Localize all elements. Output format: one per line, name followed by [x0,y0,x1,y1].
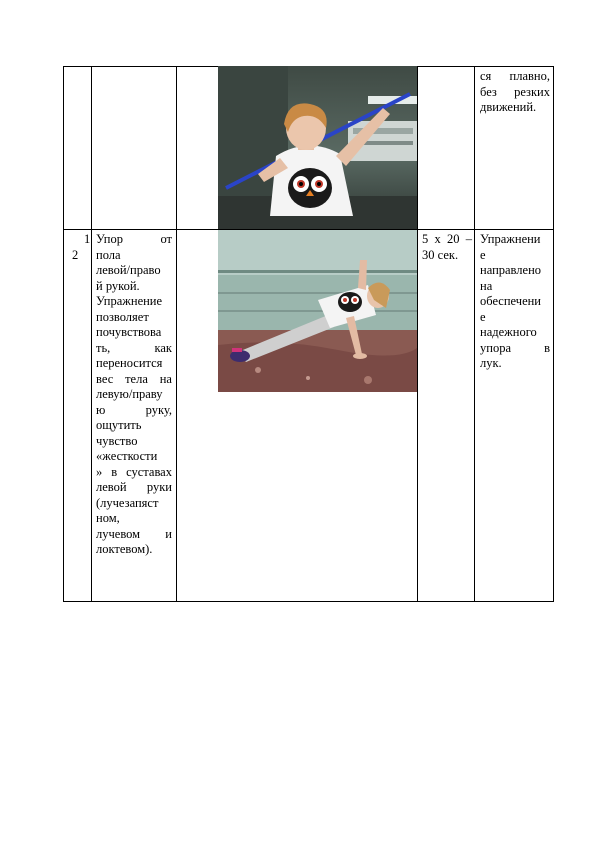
row2-description-cell [96,232,172,558]
description-line [96,372,172,388]
word: руки [146,480,172,494]
dosage-line [422,232,472,248]
note-line: е [480,247,486,262]
word: суставах [126,464,172,479]
note-line [480,341,550,357]
table-left-border [63,66,64,602]
note-line: обеспечени [480,294,541,308]
word: в [544,340,550,355]
note-line: лук. [480,356,502,370]
table-bottom-border [63,601,554,602]
row1-note-cell [480,69,550,116]
row2-note-cell [480,232,550,372]
word: х [434,232,441,246]
note-line: Упражнени [480,232,541,246]
description-line [96,527,172,543]
person-stretching-with-stick-icon [218,66,417,229]
word: тела [125,371,148,386]
row2-number-bottom: 2 [72,248,79,262]
exercise-photo-side-plank [218,230,417,392]
description-line: пола [96,247,121,262]
word: лучевом [96,526,141,541]
table-col-divider-1 [91,66,92,602]
word: 20 [447,232,460,246]
word: плавно, [509,69,550,83]
description-line: переносится [96,356,163,370]
word: левой [96,480,127,494]
word: без [480,84,497,99]
description-line [96,403,172,419]
description-line: почувствова [96,325,162,339]
row1-note-line: движений. [480,100,537,114]
description-line [96,480,172,496]
word: как [154,340,172,355]
description-line: (лучезапяст [96,495,159,510]
description-line: чувство [96,433,138,448]
description-line: ном, [96,511,120,525]
row2-dosage-cell [422,232,472,263]
row1-note-line [480,85,550,101]
word: 5 [422,232,429,246]
description-line: позволяет [96,309,149,324]
word: Упор [96,232,123,246]
row1-note-line [480,69,550,85]
word: вес [96,371,114,386]
description-line: левую/праву [96,387,163,401]
word: и [165,526,172,541]
description-line: ощутить [96,418,142,432]
word: от [160,232,172,246]
word: ть, [96,340,111,355]
note-line: направлено [480,263,542,277]
word: упора [480,340,511,355]
word: » [96,464,103,479]
description-line: левой/право [96,263,161,277]
description-line [96,341,172,357]
word: ся [480,69,492,83]
note-line: е [480,309,486,324]
word: на [159,371,172,386]
description-line: й рукой. [96,278,140,293]
note-line: на [480,278,493,293]
person-side-plank-icon [218,230,417,392]
row2-number-top: 1 [84,232,91,246]
word: в [111,464,118,479]
exercise-photo-stretch [218,66,417,229]
table-col-divider-2 [176,66,177,602]
note-line: надежного [480,325,537,339]
word: – [465,232,472,246]
description-line: локтевом). [96,542,153,556]
description-line [96,232,172,248]
description-line [96,465,172,481]
dosage-line: 30 сек. [422,247,459,262]
word: руку, [145,402,172,417]
description-line: Упражнение [96,294,163,308]
description-line: «жесткости [96,449,158,463]
word: резких [514,84,550,99]
table-right-border [553,66,554,602]
word: ю [96,402,106,417]
table-col-divider-4 [474,66,475,602]
table-col-divider-3 [417,66,418,602]
